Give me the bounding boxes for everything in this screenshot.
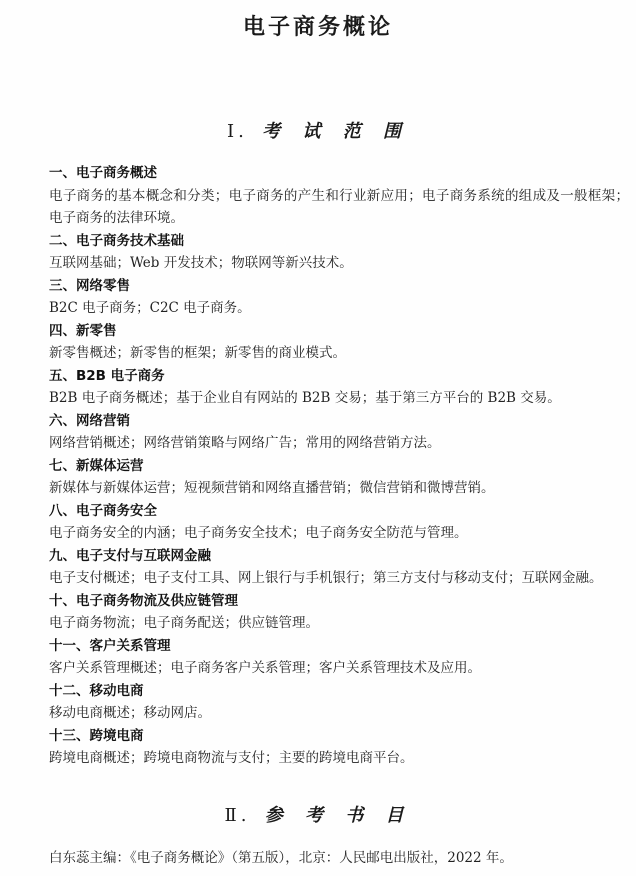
document-title: 电子商务概论 bbox=[242, 15, 393, 40]
topic-item bbox=[49, 725, 629, 770]
section-title: 参 考 书 目 bbox=[264, 805, 412, 826]
topic-item bbox=[49, 545, 629, 590]
topic-item bbox=[49, 162, 629, 230]
topic-content: 移动电商概述；移动网店。 bbox=[49, 705, 211, 721]
topic-content: B2C 电子商务；C2C 电子商务。 bbox=[49, 300, 251, 316]
topic-item bbox=[49, 455, 629, 500]
section-number: Ⅱ. bbox=[224, 805, 251, 826]
topic-item bbox=[49, 680, 629, 725]
topic-heading: 十、电子商务物流及供应链管理 bbox=[49, 592, 238, 609]
topic-item bbox=[49, 590, 629, 635]
section-title: 考 试 范 围 bbox=[262, 121, 409, 142]
section-number: Ⅰ. bbox=[227, 121, 248, 142]
section-heading-references bbox=[0, 801, 636, 827]
topic-content: 电子商务物流；电子商务配送；供应链管理。 bbox=[49, 615, 319, 631]
topic-content: 客户关系管理概述；电子商务客户关系管理；客户关系管理技术及应用。 bbox=[49, 660, 481, 676]
topic-content: 网络营销概述；网络营销策略与网络广告；常用的网络营销方法。 bbox=[49, 435, 441, 451]
topic-content: 新媒体与新媒体运营；短视频营销和网络直播营销；微信营销和微博营销。 bbox=[49, 480, 495, 496]
topic-heading: 十一、客户关系管理 bbox=[49, 637, 171, 654]
topic-item bbox=[49, 320, 629, 365]
reference-entry: 白东蕊主编：《电子商务概论》（第五版），北京：人民邮电出版社，2022 年。 bbox=[49, 850, 513, 866]
topic-item bbox=[49, 500, 629, 545]
topic-heading: 四、新零售 bbox=[49, 322, 117, 339]
topic-item bbox=[49, 275, 629, 320]
topic-item bbox=[49, 635, 629, 680]
topic-item bbox=[49, 410, 629, 455]
topic-item bbox=[49, 365, 629, 410]
topic-heading: 九、电子支付与互联网金融 bbox=[49, 547, 211, 564]
topic-heading: 一、电子商务概述 bbox=[49, 165, 157, 181]
topic-content: B2B 电子商务概述；基于企业自有网站的 B2B 交易；基于第三方平台的 B2B 交易。 bbox=[49, 390, 561, 406]
topic-heading: 五、B2B 电子商务 bbox=[49, 367, 165, 384]
topic-heading: 二、电子商务技术基础 bbox=[49, 232, 184, 249]
section-heading-scope bbox=[0, 117, 636, 143]
topic-heading: 六、网络营销 bbox=[49, 412, 130, 429]
topic-heading: 七、新媒体运营 bbox=[49, 457, 144, 474]
topic-content: 互联网基础；Web 开发技术；物联网等新兴技术。 bbox=[49, 255, 353, 271]
topic-content: 电子商务的基本概念和分类；电子商务的产生和行业新应用；电子商务系统的组成及一般框架；电子商务的法律环境。 bbox=[49, 187, 629, 226]
topic-heading: 十三、跨境电商 bbox=[49, 727, 144, 744]
topic-heading: 十二、移动电商 bbox=[49, 682, 144, 699]
topic-heading: 三、网络零售 bbox=[49, 277, 130, 294]
topic-content: 电子商务安全的内涵；电子商务安全技术；电子商务安全防范与管理。 bbox=[49, 525, 468, 541]
topic-content: 电子支付概述；电子支付工具、网上银行与手机银行；第三方支付与移动支付；互联网金融。 bbox=[49, 570, 603, 586]
topic-item bbox=[49, 230, 629, 275]
topic-list bbox=[49, 162, 629, 770]
topic-heading: 八、电子商务安全 bbox=[49, 502, 157, 519]
topic-content: 新零售概述；新零售的框架；新零售的商业模式。 bbox=[49, 345, 346, 361]
topic-content: 跨境电商概述；跨境电商物流与支付；主要的跨境电商平台。 bbox=[49, 750, 414, 766]
